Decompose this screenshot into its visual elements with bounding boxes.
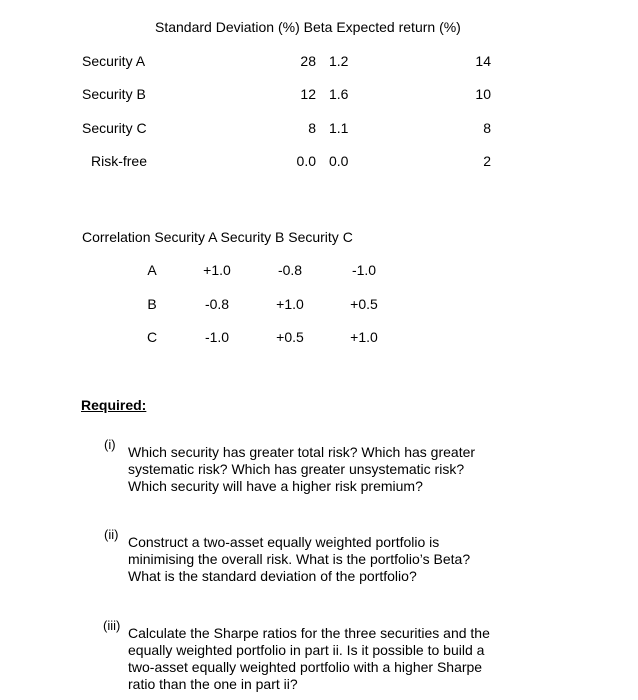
question-line: Which security has greater total risk? Which has greater	[128, 444, 476, 460]
table2-header	[82, 229, 353, 245]
question-line: What is the standard deviation of the portfolio?	[128, 568, 417, 584]
cell-b: +1.0	[276, 296, 304, 312]
question-number: (i)	[104, 437, 116, 452]
cell-sd: 28	[300, 53, 316, 69]
question-line: Calculate the Sharpe ratios for the three securities and the	[128, 625, 490, 641]
cell-er: 14	[475, 53, 491, 69]
cell-c: +0.5	[350, 296, 378, 312]
header-security-b: Security B	[220, 229, 285, 245]
cell-c: -1.0	[351, 262, 377, 278]
question-text	[128, 444, 548, 495]
cell-sd: 8	[308, 120, 316, 136]
required-heading: Required:	[81, 397, 147, 413]
row-label: Security C	[82, 120, 147, 136]
question-number: (ii)	[104, 527, 119, 542]
cell-c: +1.0	[350, 329, 378, 345]
row-label: A	[147, 262, 157, 278]
cell-beta: 1.2	[329, 53, 349, 69]
header-security-a: Security A	[154, 229, 217, 245]
header-beta: Beta	[303, 19, 333, 35]
row-label: Security A	[82, 53, 146, 69]
header-er: Expected return (%)	[336, 19, 461, 35]
cell-sd: 0.0	[296, 153, 316, 169]
question-number: (iii)	[103, 618, 121, 633]
question-line: ratio than the one in part ii?	[128, 676, 298, 692]
row-label: Security B	[82, 86, 146, 102]
cell-er: 10	[475, 86, 491, 102]
question-line: Construct a two-asset equally weighted portfolio is	[128, 534, 440, 550]
question-line: Which security will have a higher risk premium?	[128, 478, 423, 494]
question-line: systematic risk? Which has greater unsystematic risk?	[128, 461, 465, 477]
cell-a: -0.8	[204, 296, 230, 312]
header-security-c: Security C	[288, 229, 353, 245]
table1-header	[155, 19, 461, 35]
cell-a: -1.0	[204, 329, 230, 345]
cell-b: -0.8	[277, 262, 303, 278]
row-label: C	[146, 329, 158, 345]
question-line: minimising the overall risk. What is the portfolio’s Beta?	[128, 551, 471, 567]
cell-b: +0.5	[276, 329, 304, 345]
cell-er: 2	[483, 153, 491, 169]
row-label: Risk-free	[91, 153, 148, 169]
cell-beta: 1.6	[329, 86, 349, 102]
cell-beta: 1.1	[329, 120, 349, 136]
cell-a: +1.0	[203, 262, 231, 278]
header-sd: Standard Deviation (%)	[155, 19, 300, 35]
question-line: two-asset equally weighted portfolio with a higher Sharpe	[128, 659, 483, 675]
question-text	[128, 625, 548, 693]
question-line: equally weighted portfolio in part ii. Is it possible to build a	[128, 642, 485, 658]
cell-sd: 12	[300, 86, 316, 102]
question-text	[128, 534, 548, 585]
cell-er: 8	[483, 120, 491, 136]
row-label: B	[147, 296, 157, 312]
header-correlation: Correlation	[82, 229, 151, 245]
cell-beta: 0.0	[329, 153, 349, 169]
